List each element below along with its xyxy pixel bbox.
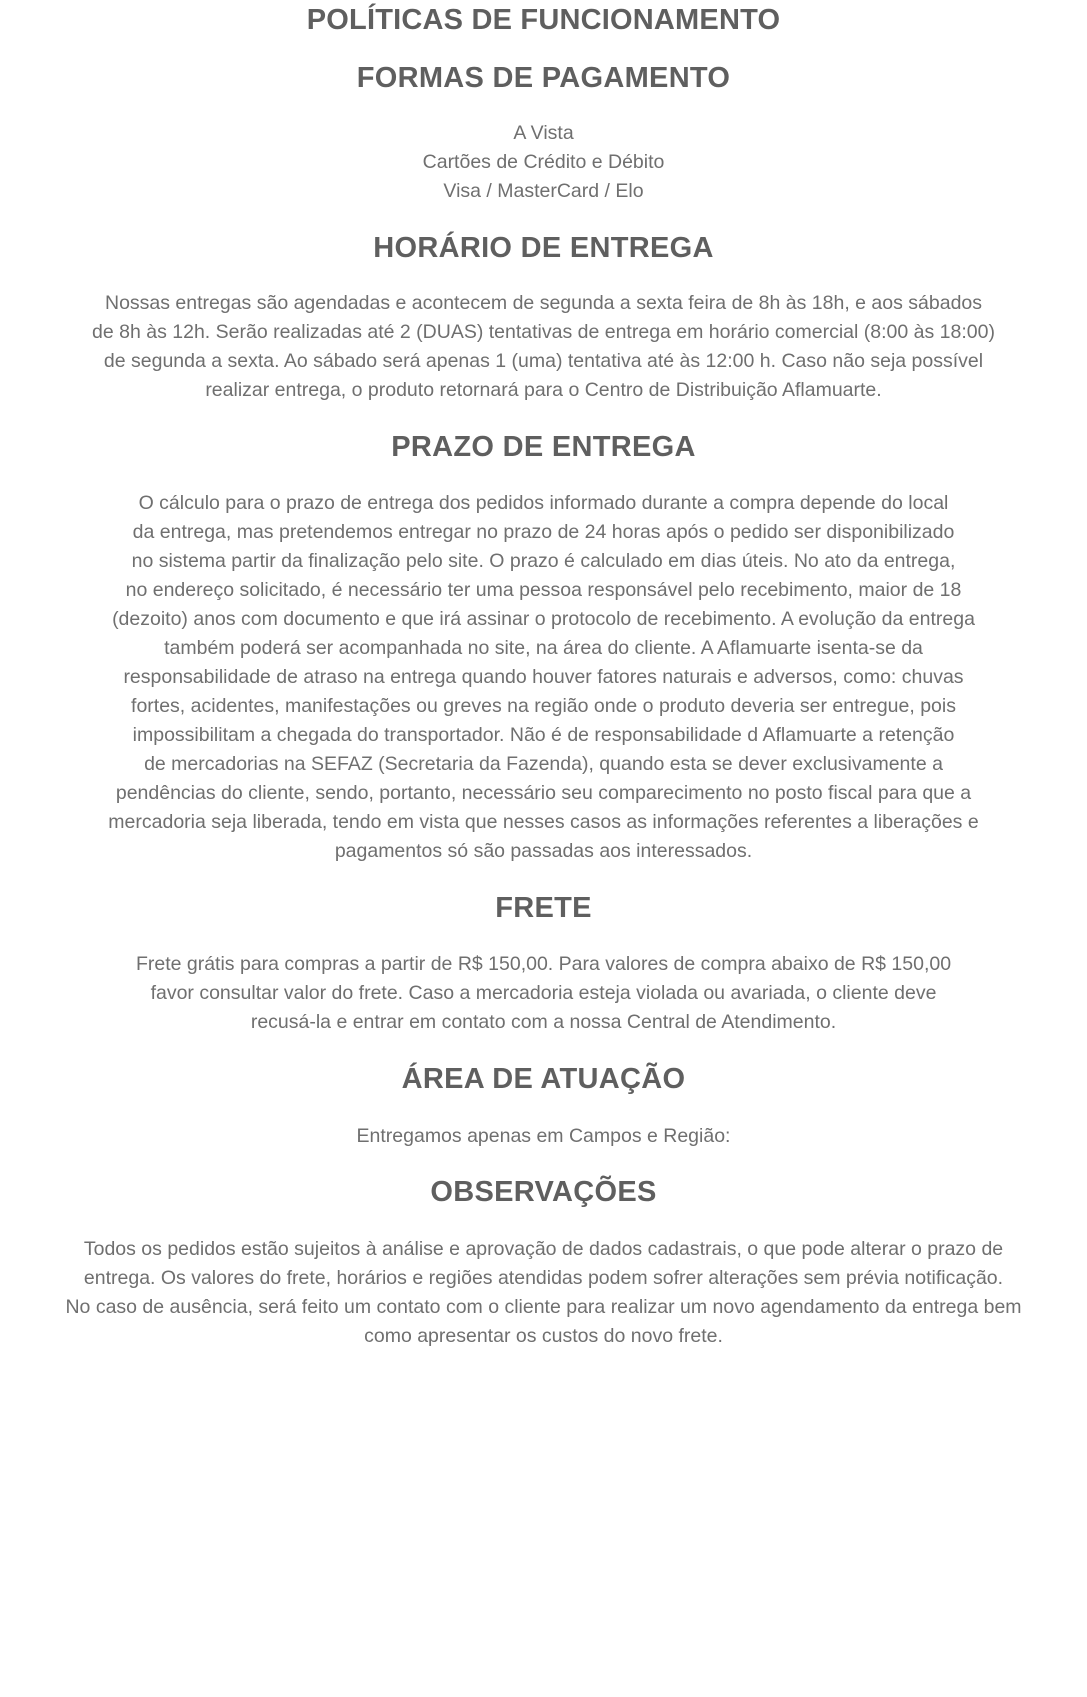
- text-line: Frete grátis para compras a partir de R$ 150,00. Para valores de compra abaixo de R$ 150,00: [135, 953, 952, 975]
- text-line: de 8h às 12h. Serão realizadas até 2 (DUAS) tentativas de entrega em horário comercial (8:00 às 18:00): [92, 321, 995, 343]
- text-line: pendências do cliente, sendo, portanto, necessário seu comparecimento no posto fiscal para que a: [115, 782, 972, 804]
- section-heading-observations: OBSERVAÇÕES: [430, 1176, 657, 1208]
- delivery-time-text: [0, 489, 1087, 866]
- payment-line: Cartões de Crédito e Débito: [422, 151, 665, 173]
- text-line: no endereço solicitado, é necessário ter uma pessoa responsável pelo recebimento, maior de 18: [125, 579, 962, 601]
- section-heading-service-area: ÁREA DE ATUAÇÃO: [401, 1063, 686, 1095]
- text-line: de segunda a sexta. Ao sábado será apenas 1 (uma) tentativa até às 12:00 h. Caso não seja possível: [103, 350, 984, 372]
- text-line: no sistema partir da finalização pelo site. O prazo é calculado em dias úteis. No ato da entrega,: [131, 550, 956, 572]
- text-line: da entrega, mas pretendemos entregar no prazo de 24 horas após o pedido ser disponibilizado: [132, 521, 955, 543]
- section-heading-delivery-hours: HORÁRIO DE ENTREGA: [373, 232, 714, 264]
- section-heading-payment-methods: FORMAS DE PAGAMENTO: [356, 62, 731, 94]
- delivery-hours-text: [0, 289, 1087, 405]
- text-line: Entregamos apenas em Campos e Região:: [356, 1125, 731, 1147]
- text-line: Todos os pedidos estão sujeitos à análise e aprovação de dados cadastrais, o que pode alterar o prazo de: [83, 1238, 1004, 1260]
- text-line: entrega. Os valores do frete, horários e regiões atendidas podem sofrer alterações sem prévia notificação.: [83, 1267, 1004, 1289]
- text-line: favor consultar valor do frete. Caso a mercadoria esteja violada ou avariada, o cliente deve: [150, 982, 937, 1004]
- payment-methods-text: [0, 119, 1087, 206]
- page-title: POLÍTICAS DE FUNCIONAMENTO: [306, 4, 781, 36]
- text-line: pagamentos só são passadas aos interessados.: [334, 840, 753, 862]
- text-line: Nossas entregas são agendadas e acontecem de segunda a sexta feira de 8h às 18h, e aos sábados: [104, 292, 983, 314]
- shipping-text: [0, 950, 1087, 1037]
- observations-text: [0, 1235, 1087, 1351]
- section-heading-delivery-time: PRAZO DE ENTREGA: [391, 431, 696, 463]
- text-line: como apresentar os custos do novo frete.: [364, 1325, 723, 1347]
- text-line: de mercadorias na SEFAZ (Secretaria da Fazenda), quando esta se dever exclusivamente a: [144, 753, 943, 775]
- text-line: realizar entrega, o produto retornará para o Centro de Distribuição Aflamuarte.: [205, 379, 882, 401]
- text-line: fortes, acidentes, manifestações ou greves na região onde o produto deveria ser entregue, pois: [131, 695, 956, 717]
- service-area-text: [0, 1122, 1087, 1151]
- payment-line: A Vista: [513, 122, 574, 144]
- text-line: recusá-la e entrar em contato com a nossa Central de Atendimento.: [250, 1011, 837, 1033]
- section-heading-shipping: FRETE: [495, 892, 592, 924]
- text-line: responsabilidade de atraso na entrega quando houver fatores naturais e adversos, como: chuvas: [123, 666, 964, 688]
- text-line: (dezoito) anos com documento e que irá assinar o protocolo de recebimento. A evolução da entrega: [112, 608, 975, 630]
- text-line: O cálculo para o prazo de entrega dos pedidos informado durante a compra depende do local: [138, 492, 949, 514]
- text-line: também poderá ser acompanhada no site, na área do cliente. A Aflamuarte isenta-se da: [164, 637, 923, 659]
- text-line: impossibilitam a chegada do transportador. Não é de responsabilidade d Aflamuarte a retenção: [132, 724, 955, 746]
- payment-line: Visa / MasterCard / Elo: [443, 180, 644, 202]
- text-line: No caso de ausência, será feito um contato com o cliente para realizar um novo agendamento da entrega bem: [65, 1296, 1022, 1318]
- text-line: mercadoria seja liberada, tendo em vista que nesses casos as informações referentes a liberações e: [108, 811, 979, 833]
